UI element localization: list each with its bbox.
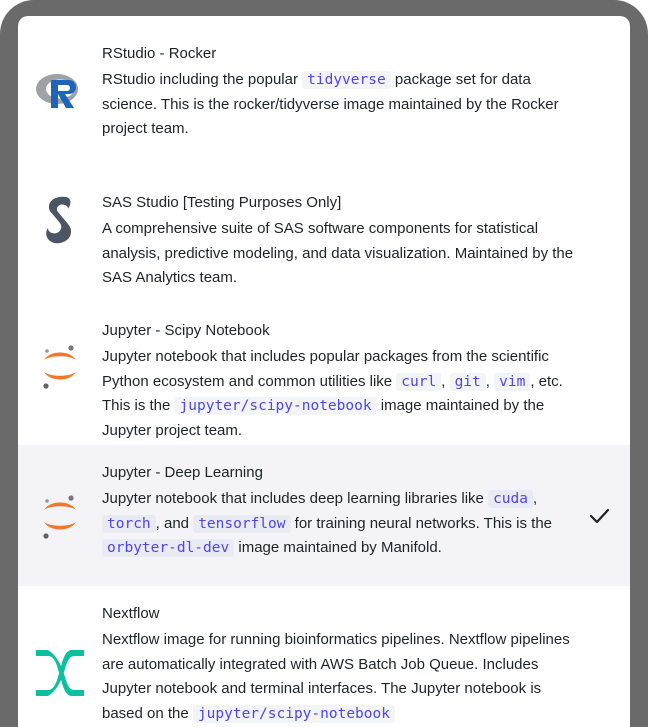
image-option-rstudio[interactable] <box>18 16 630 162</box>
description-text: , etc. This is the <box>102 372 563 414</box>
inline-code: tensorflow <box>193 515 290 533</box>
inline-code: orbyter-dl-dev <box>102 539 234 557</box>
item-description <box>102 68 580 142</box>
item-title: Jupyter - Deep Learning <box>102 464 263 481</box>
item-description <box>102 628 580 726</box>
inline-code: jupyter/scipy-notebook <box>175 397 377 415</box>
inline-code: curl <box>396 373 441 391</box>
nextflow-logo-icon <box>32 646 88 702</box>
image-selector-list <box>18 16 630 727</box>
description-text: Jupyter notebook that includes deep learning libraries like <box>102 490 489 507</box>
item-title: RStudio - Rocker <box>102 45 217 62</box>
description-text: , <box>441 372 450 390</box>
inline-code: tidyverse <box>302 71 391 89</box>
jupyter-logo-icon <box>32 338 88 394</box>
item-description <box>102 345 580 443</box>
description-text: , and <box>155 514 194 532</box>
sas-logo-icon <box>32 192 88 248</box>
item-description <box>102 217 580 291</box>
description-text: image maintained by the Jupyter project team. <box>102 397 545 439</box>
inline-code: torch <box>102 515 156 533</box>
inline-code: git <box>450 373 486 391</box>
image-option-nextflow[interactable] <box>18 586 630 727</box>
image-option-sas-studio[interactable] <box>18 162 630 298</box>
description-text: image maintained by Manifold. <box>234 539 442 556</box>
description-text: Nextflow image for running bioinformatics pipelines. Nextflow pipelines are automatically integrated with AWS Batch Job Queue. Includes Jupyter notebook and terminal interfaces. The Jupyter notebook is based on the <box>102 631 570 722</box>
inline-code: cuda <box>488 490 533 508</box>
inline-code: jupyter/scipy-notebook <box>193 705 395 723</box>
description-text: A comprehensive suite of SAS software components for statistical analysis, predictive modeling, and data visualization. Maintained by the SAS Analytics team. <box>102 220 574 286</box>
image-option-jupyter-scipy[interactable] <box>18 298 630 445</box>
item-title: SAS Studio [Testing Purposes Only] <box>102 194 342 211</box>
item-title: Jupyter - Scipy Notebook <box>102 322 270 339</box>
inline-code: vim <box>494 373 530 391</box>
description-text: for training neural networks. This is the <box>290 514 553 532</box>
description-text: , <box>485 372 495 390</box>
image-option-jupyter-deep-learning[interactable] <box>18 445 630 586</box>
description-text: RStudio including the popular <box>102 71 303 88</box>
jupyter-logo-icon <box>32 488 88 544</box>
r-logo-icon <box>32 64 88 120</box>
item-description <box>102 487 580 561</box>
item-title: Nextflow <box>102 605 160 622</box>
description-text: Jupyter notebook that includes popular packages from the scientific Python ecosystem and common utilities like <box>102 348 549 390</box>
description-text: , <box>533 490 538 507</box>
description-text: package set for data science. This is the rocker/tidyverse image maintained by the Rocker project team. <box>102 71 559 137</box>
checkmark-icon <box>588 505 610 527</box>
